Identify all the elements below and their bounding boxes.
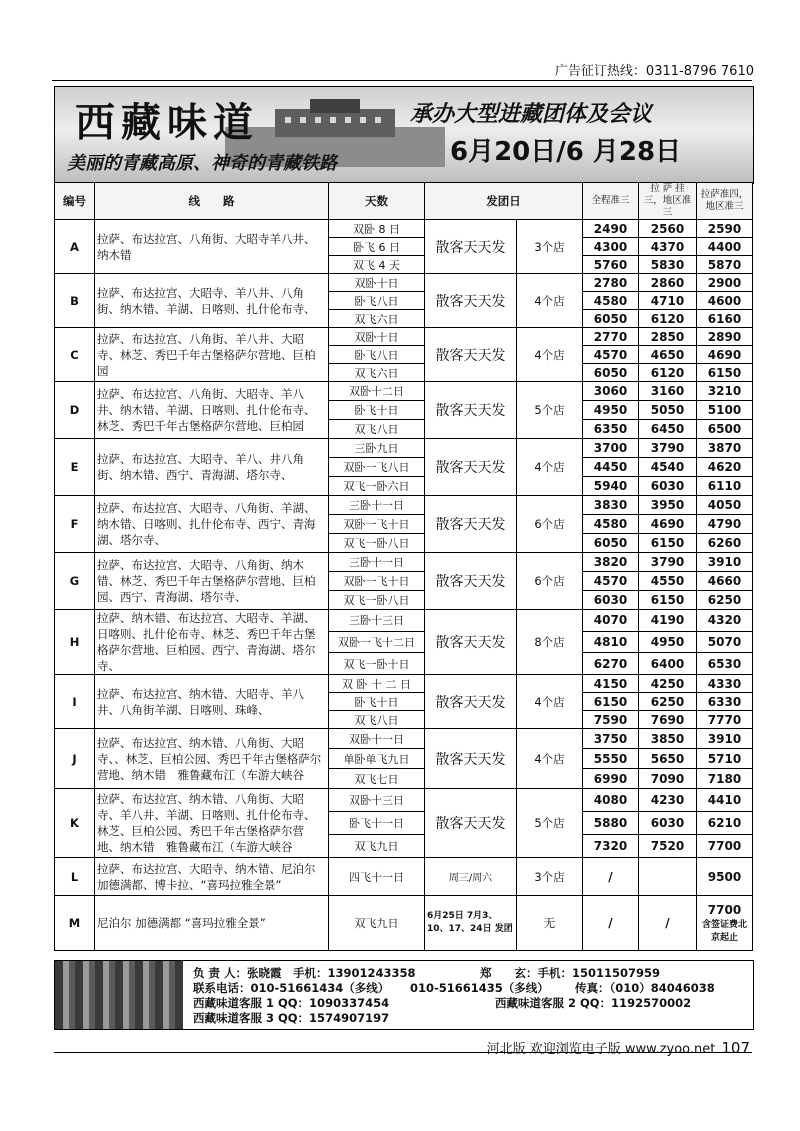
header-code: 编号 (55, 183, 95, 220)
price-3: 7180 (697, 769, 753, 789)
price-3: 4330 (697, 675, 753, 693)
price-3: 6150 (697, 364, 753, 382)
tour-subrow (55, 328, 753, 346)
banner-dates: 6月20日/6 月28日 (450, 137, 682, 167)
tour-code: A (55, 220, 95, 274)
price-2: 6030 (639, 477, 697, 496)
tour-subrow (55, 729, 753, 749)
price-3: 3910 (697, 553, 753, 572)
price-3: 9500 (697, 858, 753, 896)
tour-stores: 6个店 (517, 553, 583, 610)
tour-route: 尼泊尔 加德满都 “喜玛拉雅全景” (95, 896, 329, 951)
price-2: 4370 (639, 238, 697, 256)
tour-subrow (55, 675, 753, 693)
tour-days: 双卧十三日 (329, 789, 425, 812)
price-1: 3750 (583, 729, 639, 749)
price-1: 4070 (583, 610, 639, 632)
price-3-value: 7700 (707, 903, 742, 917)
tour-subrow (55, 789, 753, 812)
tour-days: 卧飞八日 (329, 346, 425, 364)
price-1: 3820 (583, 553, 639, 572)
tour-departure: 散客天天发 (425, 220, 517, 274)
tour-route: 拉萨、布达拉宫、八角街、大昭寺羊八井、纳木错 (95, 220, 329, 274)
price-2: 5830 (639, 256, 697, 274)
price-3: 5100 (697, 401, 753, 420)
tour-code: F (55, 496, 95, 553)
header-price-1: 全程准三 (583, 183, 639, 220)
tour-route: 拉萨、布达拉宫、纳木错、八角街、大昭寺、、林芝、巨柏公园、秀巴千年古堡格萨尔营地、纳木错 雅鲁藏布江（车游大峡谷 (95, 729, 329, 789)
price-3: 6500 (697, 420, 753, 439)
price-2: 7520 (639, 835, 697, 858)
tour-code: L (55, 858, 95, 896)
tour-departure: 散客天天发 (425, 553, 517, 610)
tour-days: 双飞一卧十日 (329, 653, 425, 675)
tour-stores: 8个店 (517, 610, 583, 675)
tour-days: 三卧十一日 (329, 496, 425, 515)
price-3: 6210 (697, 812, 753, 835)
price-2: 2560 (639, 220, 697, 238)
price-3: 6330 (697, 693, 753, 711)
price-1: 4950 (583, 401, 639, 420)
tour-stores: 5个店 (517, 789, 583, 858)
publisher-text: 河北版 欢迎浏览电子版 www.zyoo.net (486, 1042, 716, 1057)
tour-days: 三卧九日 (329, 439, 425, 458)
itinerary-table (54, 182, 753, 951)
qq-line-1: 西藏味道客服 1 QQ：1090337454 (193, 996, 390, 1010)
tour-departure: 散客天天发 (425, 496, 517, 553)
price-2 (639, 858, 697, 896)
price-1: 5940 (583, 477, 639, 496)
banner-slogan: 美丽的青藏高原、神奇的青藏铁路 (67, 153, 337, 174)
tour-days: 双飞七日 (329, 769, 425, 789)
tour-days: 卧飞十日 (329, 401, 425, 420)
tour-route: 拉萨、布达拉宫、纳木错、八角街、大昭寺、羊八井、羊湖、日喀则、扎什伦布寺、林芝、巨柏公园、秀巴千年古堡格萨尔营地、纳木错 雅鲁藏布江（车游大峡谷 (95, 789, 329, 858)
tour-stores: 4个店 (517, 729, 583, 789)
price-2: 3790 (639, 439, 697, 458)
tour-departure: 散客天天发 (425, 274, 517, 328)
price-1: 5760 (583, 256, 639, 274)
tour-subrow (55, 439, 753, 458)
tour-stores: 3个店 (517, 220, 583, 274)
tour-departure: 散客天天发 (425, 382, 517, 439)
banner (54, 86, 754, 184)
price-1: 6050 (583, 534, 639, 553)
contact-footer (54, 960, 754, 1030)
tour-departure: 散客天天发 (425, 610, 517, 675)
price-2: 6150 (639, 534, 697, 553)
brand-title: 西藏味道 (75, 99, 259, 146)
tour-route: 拉萨、布达拉宫、大昭寺、八角街、纳木错、林芝、秀巴千年古堡格萨尔营地、巨柏园、西宁、青海湖、塔尔寺、 (95, 553, 329, 610)
price-2: 2850 (639, 328, 697, 346)
price-2: 2860 (639, 274, 697, 292)
tour-stores: 6个店 (517, 496, 583, 553)
tour-stores: 5个店 (517, 382, 583, 439)
manager-line: 负 责 人：张晓霞 手机：13901243358 (193, 966, 416, 980)
tour-departure: 散客天天发 (425, 328, 517, 382)
tour-route: 拉萨、布达拉宫、大昭寺、纳木错、尼泊尔加德满都、博卡拉、“喜玛拉雅全景” (95, 858, 329, 896)
price-1: 5880 (583, 812, 639, 835)
price-3: 6260 (697, 534, 753, 553)
tour-departure: 散客天天发 (425, 789, 517, 858)
price-2: 6120 (639, 310, 697, 328)
tour-code: K (55, 789, 95, 858)
tour-days: 三卧十三日 (329, 610, 425, 632)
tour-subrow (55, 220, 753, 238)
price-2: 6030 (639, 812, 697, 835)
tour-route: 拉萨、纳木错、布达拉宫、大昭寺、羊湖、日喀则、扎什伦布寺、林芝、秀巴千年古堡格萨尔营地、巨柏园、西宁、青海湖、塔尔寺、 (95, 610, 329, 675)
tour-departure: 散客天天发 (425, 675, 517, 729)
price-1: 4570 (583, 346, 639, 364)
price-3: 3210 (697, 382, 753, 401)
tour-days: 双飞一卧六日 (329, 477, 425, 496)
ad-hotline: 广告征订热线：0311-8796 7610 (554, 64, 754, 79)
zheng-line: 郑 玄：手机：15011507959 (480, 966, 661, 980)
tour-days: 双飞六日 (329, 364, 425, 382)
publisher-line (487, 1038, 750, 1057)
price-3: 6530 (697, 653, 753, 675)
tour-departure: 6月25日 7月3、10、17、24日 发团 (425, 896, 517, 951)
tour-stores: 4个店 (517, 274, 583, 328)
tour-code: C (55, 328, 95, 382)
price-1: 4150 (583, 675, 639, 693)
tour-route: 拉萨、布达拉宫、大昭寺、羊八井、八角街、纳木错、羊湖、日喀则、扎什伦布寺、 (95, 274, 329, 328)
tour-days: 双飞九日 (329, 835, 425, 858)
tour-route: 拉萨、布达拉宫、大昭寺、羊八、井八角街、纳木错、西宁、青海湖、塔尔寺、 (95, 439, 329, 496)
tour-days: 单卧单飞九日 (329, 749, 425, 769)
top-rule (52, 80, 752, 81)
price-1: 7320 (583, 835, 639, 858)
tour-stores: 3个店 (517, 858, 583, 896)
header-row (55, 183, 753, 220)
price-1: 3060 (583, 382, 639, 401)
banner-undertake: 承办大型进藏团体及会议 (410, 102, 653, 127)
tour-days: 双卧 8 日 (329, 220, 425, 238)
price-1: 4080 (583, 789, 639, 812)
price-2: 6250 (639, 693, 697, 711)
price-1: 4580 (583, 292, 639, 310)
tour-row-l (55, 858, 753, 896)
header-departure: 发团日 (425, 183, 583, 220)
price-2: 4550 (639, 572, 697, 591)
tour-days: 双飞一卧八日 (329, 591, 425, 610)
tour-row-m (55, 896, 753, 951)
price-3: 4050 (697, 496, 753, 515)
tour-route: 拉萨、布达拉宫、八角街、大昭寺、羊八井、纳木错、羊湖、日喀则、扎什伦布寺、林芝、秀巴千年古堡格萨尔营地、巨柏园 (95, 382, 329, 439)
price-1: 4580 (583, 515, 639, 534)
tour-days: 卧飞十日 (329, 693, 425, 711)
price-3: 4600 (697, 292, 753, 310)
tour-code: I (55, 675, 95, 729)
price-2: 4650 (639, 346, 697, 364)
tour-code: E (55, 439, 95, 496)
price-1: 4450 (583, 458, 639, 477)
price-2: 6120 (639, 364, 697, 382)
tour-departure: 散客天天发 (425, 729, 517, 789)
tour-days: 双 卧 十 二 日 (329, 675, 425, 693)
price-2: 5650 (639, 749, 697, 769)
price-1: / (583, 896, 639, 951)
tour-days: 双卧十日 (329, 328, 425, 346)
price-3: 7770 (697, 711, 753, 729)
price-1: 6350 (583, 420, 639, 439)
tour-days: 双飞九日 (329, 896, 425, 951)
tour-code: B (55, 274, 95, 328)
price-2: 4710 (639, 292, 697, 310)
price-3: 5710 (697, 749, 753, 769)
price-3: 7700 (697, 835, 753, 858)
price-2: / (639, 896, 697, 951)
qq-line-3: 西藏味道客服 3 QQ：1574907197 (193, 1011, 390, 1025)
price-3: 2590 (697, 220, 753, 238)
price-2: 4950 (639, 631, 697, 653)
tour-code: M (55, 896, 95, 951)
price-3: 2890 (697, 328, 753, 346)
tour-code: J (55, 729, 95, 789)
price-2: 6150 (639, 591, 697, 610)
price-2: 6400 (639, 653, 697, 675)
price-3: 6110 (697, 477, 753, 496)
price-3-note: 含签证费北京起止 (701, 920, 747, 943)
tour-days: 双卧十一日 (329, 729, 425, 749)
price-3 (697, 896, 753, 951)
price-2: 4190 (639, 610, 697, 632)
price-1: 6150 (583, 693, 639, 711)
tour-code: D (55, 382, 95, 439)
tour-days: 双飞八日 (329, 711, 425, 729)
price-1: 3830 (583, 496, 639, 515)
tour-subrow (55, 274, 753, 292)
price-3: 5870 (697, 256, 753, 274)
tour-stores: 4个店 (517, 439, 583, 496)
qq-line-2: 西藏味道客服 2 QQ：1192570002 (495, 996, 692, 1010)
price-3: 4790 (697, 515, 753, 534)
price-1: 4570 (583, 572, 639, 591)
price-1: / (583, 858, 639, 896)
price-3: 5070 (697, 631, 753, 653)
price-2: 3950 (639, 496, 697, 515)
tour-route: 拉萨、布达拉宫、大昭寺、八角街、羊湖、纳木错、日喀则、扎什伦布寺、西宁、青海湖、塔尔寺、 (95, 496, 329, 553)
tour-days: 卧飞十一日 (329, 812, 425, 835)
tour-stores: 无 (517, 896, 583, 951)
price-3: 4620 (697, 458, 753, 477)
tour-code: G (55, 553, 95, 610)
price-2: 5050 (639, 401, 697, 420)
price-3: 6160 (697, 310, 753, 328)
tour-code: H (55, 610, 95, 675)
tour-days: 双飞六日 (329, 310, 425, 328)
tour-days: 双飞 4 天 (329, 256, 425, 274)
tour-departure: 散客天天发 (425, 439, 517, 496)
tour-subrow (55, 553, 753, 572)
tour-days: 双卧一飞十二日 (329, 631, 425, 653)
price-1: 3700 (583, 439, 639, 458)
price-1: 6050 (583, 364, 639, 382)
price-1: 5550 (583, 749, 639, 769)
price-3: 6250 (697, 591, 753, 610)
price-2: 3160 (639, 382, 697, 401)
tour-subrow (55, 610, 753, 632)
prayer-wheels-photo (55, 961, 183, 1029)
phone-line-1: 联系电话：010-51661434（多线） (193, 981, 390, 995)
header-route: 线 路 (95, 183, 329, 220)
price-2: 3850 (639, 729, 697, 749)
tour-route: 拉萨、布达拉宫、八角街、羊八井、大昭寺、林芝、秀巴千年古堡格萨尔营地、巨柏园 (95, 328, 329, 382)
price-3: 3910 (697, 729, 753, 749)
price-1: 6990 (583, 769, 639, 789)
price-1: 2770 (583, 328, 639, 346)
tour-days: 四飞十一日 (329, 858, 425, 896)
price-2: 7690 (639, 711, 697, 729)
price-1: 4300 (583, 238, 639, 256)
tour-days: 双卧一飞八日 (329, 458, 425, 477)
price-1: 6030 (583, 591, 639, 610)
tour-days: 卧飞 6 日 (329, 238, 425, 256)
price-2: 4540 (639, 458, 697, 477)
phone-line-2: 010-51661435（多线） (410, 981, 549, 995)
price-3: 4320 (697, 610, 753, 632)
header-price-2: 拉 萨 挂三，地区准三 (639, 183, 697, 220)
header-price-3: 拉萨准四，地区准三 (697, 183, 753, 220)
price-1: 2780 (583, 274, 639, 292)
tour-subrow (55, 382, 753, 401)
tour-days: 卧飞八日 (329, 292, 425, 310)
price-3: 4400 (697, 238, 753, 256)
tour-route: 拉萨、布达拉宫、纳木错、大昭寺、羊八井、八角街羊湖、日喀则、珠峰、 (95, 675, 329, 729)
price-3: 3870 (697, 439, 753, 458)
price-1: 7590 (583, 711, 639, 729)
header-days: 天数 (329, 183, 425, 220)
price-2: 6450 (639, 420, 697, 439)
tour-subrow (55, 496, 753, 515)
tour-stores: 4个店 (517, 675, 583, 729)
tour-days: 双卧一飞十日 (329, 515, 425, 534)
price-2: 3790 (639, 553, 697, 572)
price-3: 4660 (697, 572, 753, 591)
price-3: 4690 (697, 346, 753, 364)
price-2: 4250 (639, 675, 697, 693)
price-3: 4410 (697, 789, 753, 812)
fax-line: 传真：（010）84046038 (575, 981, 715, 995)
price-1: 6270 (583, 653, 639, 675)
tour-days: 双卧十二日 (329, 382, 425, 401)
price-1: 2490 (583, 220, 639, 238)
tour-stores: 4个店 (517, 328, 583, 382)
price-2: 7090 (639, 769, 697, 789)
tour-days: 双卧一飞十日 (329, 572, 425, 591)
tour-days: 双飞八日 (329, 420, 425, 439)
bottom-rule (54, 1052, 752, 1053)
tour-departure: 周三/周六 (425, 858, 517, 896)
tour-days: 双卧十日 (329, 274, 425, 292)
itinerary-body (55, 220, 753, 951)
price-2: 4690 (639, 515, 697, 534)
tour-days: 双飞一卧八日 (329, 534, 425, 553)
price-1: 6050 (583, 310, 639, 328)
tour-days: 三卧十一日 (329, 553, 425, 572)
price-1: 4810 (583, 631, 639, 653)
page-number: 107 (721, 1039, 750, 1057)
price-3: 2900 (697, 274, 753, 292)
price-2: 4230 (639, 789, 697, 812)
